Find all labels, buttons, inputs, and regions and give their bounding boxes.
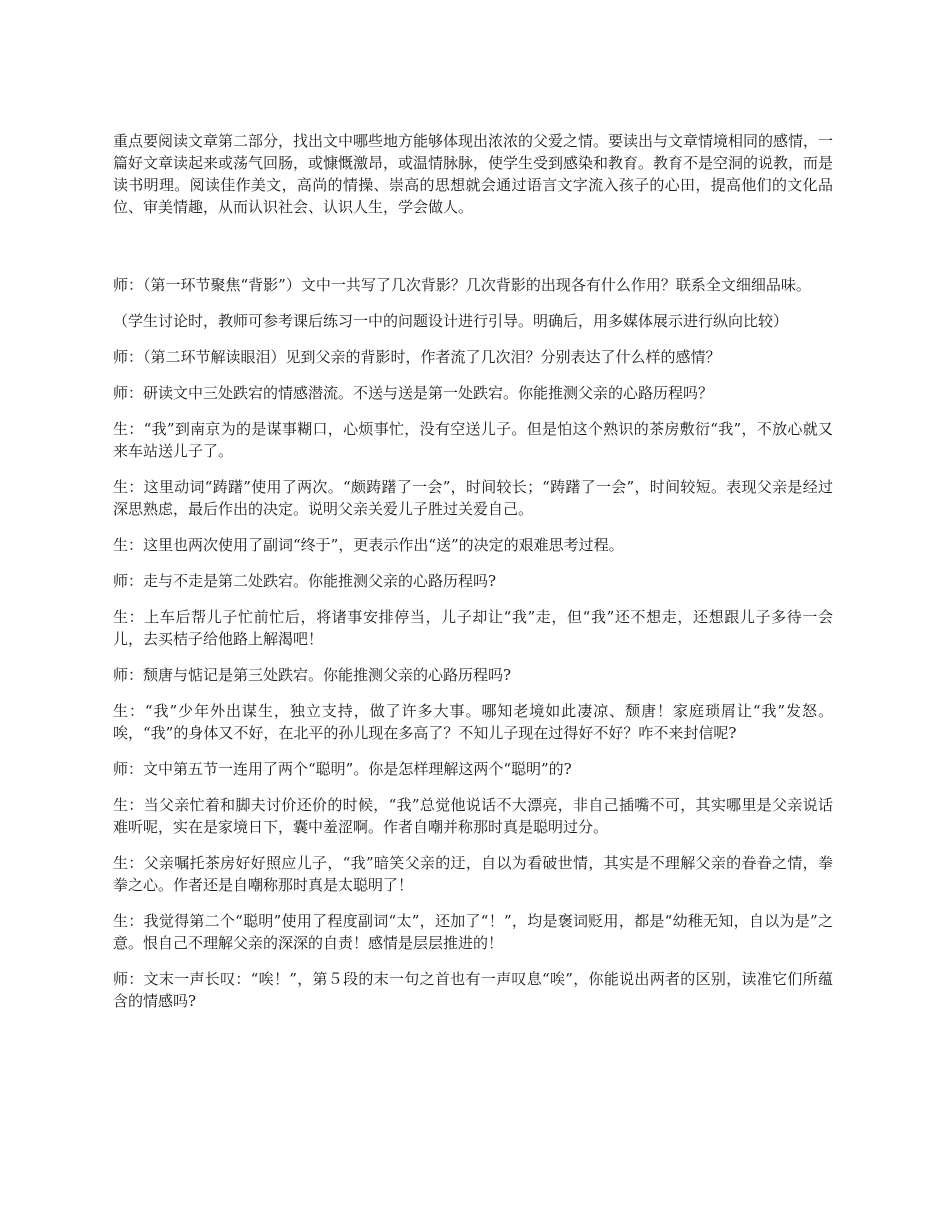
dialogue-paragraph: 生：当父亲忙着和脚夫讨价还价的时候，“我”总觉他说话不大漂亮，非自己插嘴不可，其实哪里是父亲说话难听呢，实在是家境日下，囊中羞涩啊。作者自嘲并称那时真是聪明过分。 xyxy=(113,796,833,836)
dialogue-paragraph: 生：“我”到南京为的是谋事糊口，心烦事忙，没有空送儿子。但是怕这个熟识的茶房敷衍“我”，不放心就又来车站送儿子了。 xyxy=(113,420,833,460)
dialogue-paragraph: 师：颓唐与惦记是第三处跌宕。你能推测父亲的心路历程吗? xyxy=(113,666,512,684)
dialogue-paragraph: 生：我觉得第二个“聪明”使用了程度副词“太”，还加了“！”，均是褒词贬用，都是“幼稚无知，自以为是”之意。恨自己不理解父亲的深深的自责！感情是层层推进的！ xyxy=(113,912,833,952)
dialogue-paragraph: 师：走与不走是第二处跌宕。你能推测父亲的心路历程吗? xyxy=(113,572,497,590)
dialogue-paragraph: 生：上车后帮儿子忙前忙后，将诸事安排停当，儿子却让“我”走，但“我”还不想走，还想跟儿子多待一会儿，去买桔子给他路上解渴吧！ xyxy=(113,608,833,648)
dialogue-paragraph: 生：父亲嘱托茶房好好照应儿子，“我”暗笑父亲的迂，自以为看破世情，其实是不理解父亲的眷眷之情，拳拳之心。作者还是自嘲称那时真是太聪明了！ xyxy=(113,854,833,894)
dialogue-paragraph: 师：文中第五节一连用了两个“聪明”。你是怎样理解这两个“聪明”的? xyxy=(113,760,572,778)
dialogue-paragraph: 师：文末一声长叹：“唉！”，第５段的末一句之首也有一声叹息“唉”，你能说出两者的区别，读准它们所蕴含的情感吗? xyxy=(113,970,833,1010)
dialogue-paragraph: （学生讨论时，教师可参考课后练习一中的问题设计进行引导。明确后，用多媒体展示进行纵向比较） xyxy=(113,312,789,330)
dialogue-paragraph: 生：“我”少年外出谋生，独立支持，做了许多大事。哪知老境如此凄凉、颓唐！家庭琐屑让“我”发怒。唉，“我”的身体又不好，在北平的孙儿现在多高了？不知儿子现在过得好不好？咋不来封信呢? xyxy=(113,702,833,742)
dialogue-paragraph: 师：（第二环节解读眼泪）见到父亲的背影时，作者流了几次泪？分别表达了什么样的感情？ xyxy=(113,348,721,366)
dialogue-paragraph: 生：这里也两次使用了副词“终于”，更表示作出“送”的决定的艰难思考过程。 xyxy=(113,536,624,554)
dialogue-paragraph: 师：（第一环节聚焦“背影”）文中一共写了几次背影？几次背影的出现各有什么作用？联系全文细细品味。 xyxy=(113,276,811,294)
dialogue-section xyxy=(113,274,833,1012)
dialogue-paragraph: 生：这里动词“踌躇”使用了两次。“颇踌躇了一会”，时间较长；“踌躇了一会”，时间较短。表现父亲是经过深思熟虑，最后作出的决定。说明父亲关爱儿子胜过关爱自己。 xyxy=(113,478,833,518)
dialogue-paragraph: 师：研读文中三处跌宕的情感潜流。不送与送是第一处跌宕。你能推测父亲的心路历程吗？ xyxy=(113,384,714,402)
document-page xyxy=(113,130,833,1026)
intro-paragraph: 重点要阅读文章第二部分，找出文中哪些地方能够体现出浓浓的父爱之情。要读出与文章情境相同的感情，一篇好文章读起来或荡气回肠，或慷慨激昂，或温情脉脉，使学生受到感染和教育。教育不是空洞的说教，而是读书明理。阅读佳作美文，高尚的情操、崇高的思想就会通过语言文字流入孩子的心田，提高他们的文化品位、审美情趣，从而认识社会、认识人生，学会做人。 xyxy=(113,132,834,216)
